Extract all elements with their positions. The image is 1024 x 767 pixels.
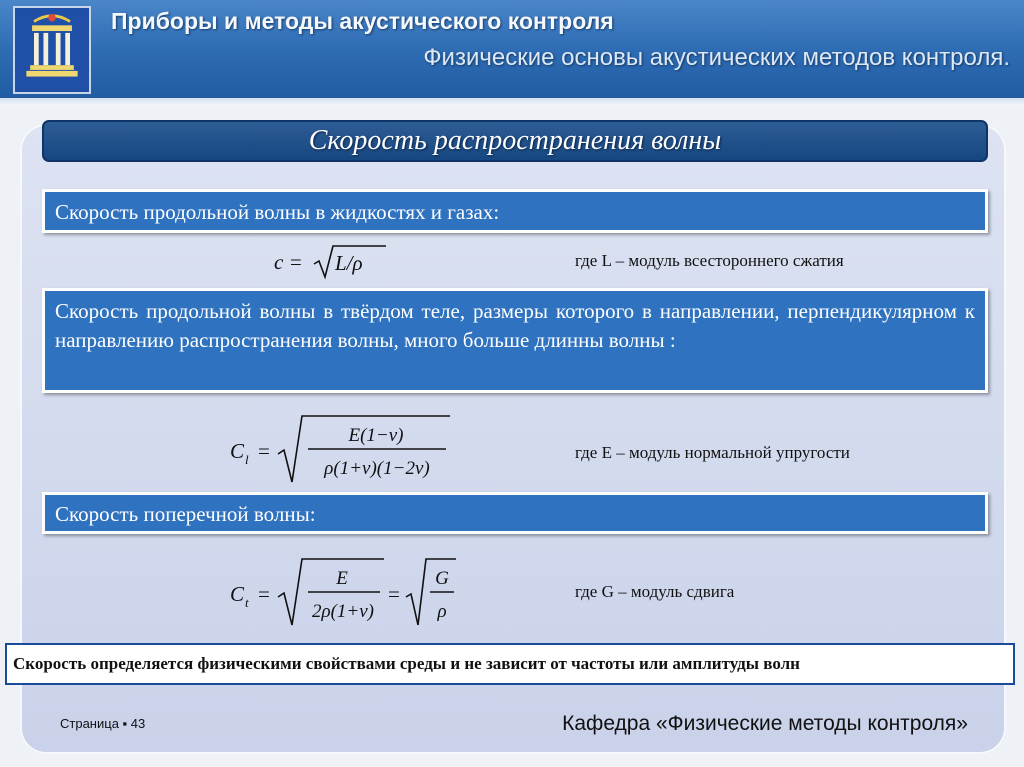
emblem-icon — [15, 8, 89, 92]
formula-eq2: = — [388, 582, 400, 606]
block-heading: Скорость поперечной волны: — [55, 502, 316, 526]
formula-lhs: c = — [274, 250, 303, 274]
section-title: Скорость распространения волны — [308, 125, 722, 156]
formula-den: ρ(1+ν)(1−2ν) — [324, 458, 430, 479]
formula-liquid-gas — [270, 242, 400, 282]
note-liquid-gas: где L – модуль всестороннего сжатия — [575, 251, 844, 270]
formula-sub: l — [245, 452, 249, 467]
header-title: Приборы и методы акустического контроля — [111, 8, 614, 34]
block-heading: Скорость продольной волны в твёрдом теле, размеры которого в направлении, перпендикулярном к направлению распространения волны, много больше длинны волны : — [55, 299, 975, 352]
formula-solid — [228, 412, 458, 487]
note-transverse: где G – модуль сдвига — [575, 582, 735, 601]
university-logo — [13, 6, 91, 94]
section-title-bar — [42, 120, 988, 162]
formula-lhs: C — [230, 439, 245, 463]
formula-den2: ρ — [437, 601, 447, 622]
formula-eq: = — [258, 439, 270, 463]
formula-num: E — [336, 568, 348, 589]
page-number: Страница ▪ 43 — [60, 716, 146, 731]
formula-den: 2ρ(1+ν) — [311, 601, 375, 622]
formula-sub: t — [245, 595, 249, 610]
header-subtitle: Физические основы акустических методов контроля. — [423, 44, 1010, 71]
block-solid — [42, 288, 988, 393]
formula-num: E(1−ν) — [348, 425, 404, 446]
department-label: Кафедра «Физические методы контроля» — [562, 712, 968, 735]
formula-num2: G — [435, 568, 449, 589]
block-transverse — [42, 492, 988, 534]
slide-header — [0, 0, 1024, 104]
formula-transverse — [228, 555, 468, 630]
header-divider — [0, 98, 1024, 106]
formula-body: L/ρ — [335, 251, 363, 275]
block-liquid-gas — [42, 189, 988, 233]
formula-lhs: C — [230, 582, 245, 606]
formula-eq: = — [258, 582, 270, 606]
block-heading: Скорость продольной волны в жидкостях и газах: — [55, 200, 500, 224]
conclusion-box: Скорость определяется физическими свойствами среды и не зависит от частоты или амплитуды волн — [5, 643, 1015, 685]
note-solid: где E – модуль нормальной упругости — [575, 443, 850, 462]
